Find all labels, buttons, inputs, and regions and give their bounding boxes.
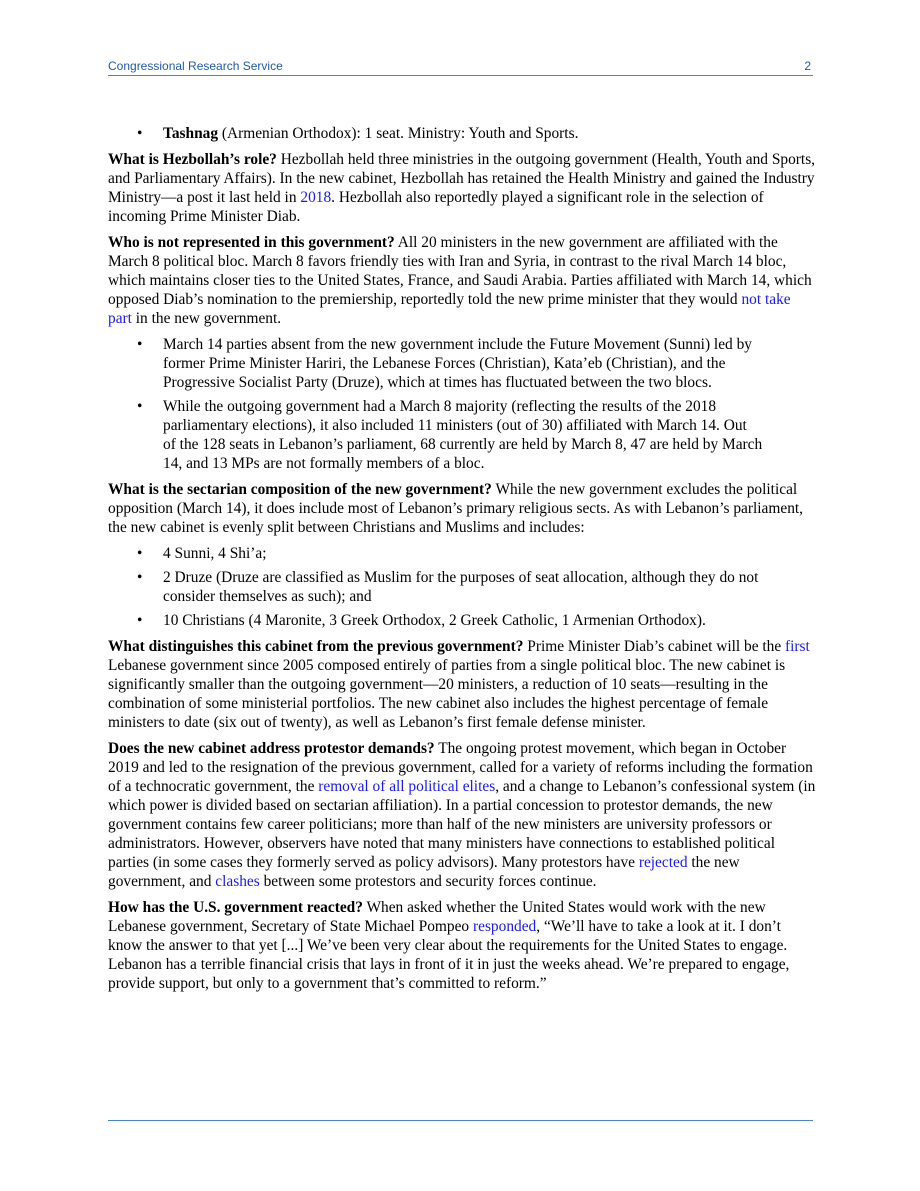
list-item-text: 4 Sunni, 4 Shi’a; [163,545,267,562]
link-removal-of-elites[interactable]: removal of all political elites [318,778,496,795]
link-rejected[interactable]: rejected [638,854,688,871]
paragraph-text: Prime Minister Diab’s cabinet will be the [523,638,786,655]
question-heading: What is Hezbollah’s role? [108,151,277,168]
paragraph-text: When asked whether the United States would work with the new Lebanese government, Secretary of State Michael Pompeo [108,899,766,935]
paragraph-protestor [108,739,818,891]
list-item [108,568,763,606]
party-detail: (Armenian Orthodox): 1 seat. Ministry: Youth and Sports. [218,125,579,142]
bullet-icon: • [137,336,143,353]
bullet-icon: • [137,125,143,142]
paragraph-text: Hezbollah held three ministries in the outgoing government (Health, Youth and Sports, and Parliamentary Affairs). In the new cabinet, Hezbollah has retained the Health Ministry and gained the Industry Ministry—a post it last held in [108,151,816,206]
document-body [108,124,818,1000]
paragraph-text: , and a change to Lebanon’s confessional system (in which power is divided based on sectarian affiliation). In a partial concession to protestor demands, the new government contains few career politicians; more than half of the new ministers are university professors or administrators. However, observers have noted that many ministers have connections to established political parties (in some cases they formerly served as policy advisors). Many protestors have [108,778,816,871]
link-clashes[interactable]: clashes [215,873,260,890]
list-item [108,335,763,392]
paragraph-distinguishes [108,637,818,732]
page-header [108,58,813,76]
bullet-icon: • [137,545,143,562]
list-item-text: March 14 parties absent from the new government include the Future Movement (Sunni) led by former Prime Minister Hariri, the Lebanese Forces (Christian), Kata’eb (Christian), and the Progressive Socialist Party (Druze), which at times has fluctuated between the two blocs. [163,336,752,391]
sectarian-list [108,544,818,630]
question-heading: How has the U.S. government reacted? [108,899,363,916]
list-item-text: 2 Druze (Druze are classified as Muslim for the purposes of seat allocation, although they do not consider themselves as such); and [163,569,759,605]
bullet-icon: • [137,398,143,415]
list-item [108,544,763,563]
link-first[interactable]: first [785,638,810,655]
list-item-text: While the outgoing government had a March 8 majority (reflecting the results of the 2018 parliamentary elections), it also included 11 ministers (out of 30) affiliated with March 14. Out of the 128 seats in Lebanon’s parliament, 68 currently are held by March 8, 47 are held by March 14, and 13 MPs are not formally members of a bloc. [163,398,763,472]
question-heading: Does the new cabinet address protestor demands? [108,740,435,757]
paragraph-text: Lebanese government since 2005 composed entirely of parties from a single political bloc. The new cabinet is significantly smaller than the outgoing government—20 ministers, a reduction of 10 seats—resulting in the combination of some ministerial portfolios. The new cabinet also includes the highest percentage of female ministers to date (six out of twenty), as well as Lebanon’s first female defense minister. [108,657,786,731]
bullet-icon: • [137,569,143,586]
paragraph-text: While the new government excludes the political opposition (March 14), it does include most of Lebanon’s primary religious sects. As with Lebanon’s parliament, the new cabinet is evenly split between Christians and Muslims and includes: [108,481,804,536]
question-heading: What distinguishes this cabinet from the previous government? [108,638,524,655]
list-item [108,124,818,143]
paragraph-sectarian [108,480,818,537]
paragraph-us-reaction [108,898,818,993]
list-item [108,611,803,630]
question-heading: What is the sectarian composition of the new government? [108,481,492,498]
tashnag-list [108,124,818,143]
header-org-name: Congressional Research Service [108,59,283,73]
question-heading: Who is not represented in this government? [108,234,395,251]
paragraph-text: , “We’ll have to take a look at it. I don’t know the answer to that yet [...] We’ve been very clear about the requirements for the United States to engage. Lebanon has a terrible financial crisis that lays in front of it in just the weeks ahead. We’re prepared to engage, provide support, but only to a government that’s committed to reform.” [108,918,790,992]
not-represented-list [108,335,818,473]
paragraph-text: The ongoing protest movement, which began in October 2019 and led to the resignation of the previous government, called for a variety of reforms including the formation of a technocratic government, the [108,740,813,795]
paragraph-text: between some protestors and security forces continue. [259,873,597,890]
paragraph-text: . Hezbollah also reportedly played a significant role in the selection of incoming Prime Minister Diab. [108,189,764,225]
paragraph-text: All 20 ministers in the new government are affiliated with the March 8 political bloc. March 8 favors friendly ties with Iran and Syria, in contrast to the rival March 14 bloc, which maintains closer ties to the United States, France, and Saudi Arabia. Parties affiliated with March 14, which opposed Diab’s nomination to the premiership, reportedly told the new prime minister that they would [108,234,812,308]
link-2018[interactable]: 2018 [300,189,332,206]
list-item [108,397,763,473]
paragraph-text: in the new government. [131,310,282,327]
party-name: Tashnag [163,125,219,142]
link-not-take-part[interactable]: not take part [108,291,791,327]
footer-rule [108,1120,813,1121]
paragraph-hezbollah [108,150,818,226]
link-responded[interactable]: responded [472,918,537,935]
list-item-text: 10 Christians (4 Maronite, 3 Greek Orthodox, 2 Greek Catholic, 1 Armenian Orthodox). [163,612,706,629]
page-number: 2 [804,59,811,73]
paragraph-text: the new government, and [108,854,740,890]
paragraph-not-represented [108,233,818,328]
bullet-icon: • [137,612,143,629]
